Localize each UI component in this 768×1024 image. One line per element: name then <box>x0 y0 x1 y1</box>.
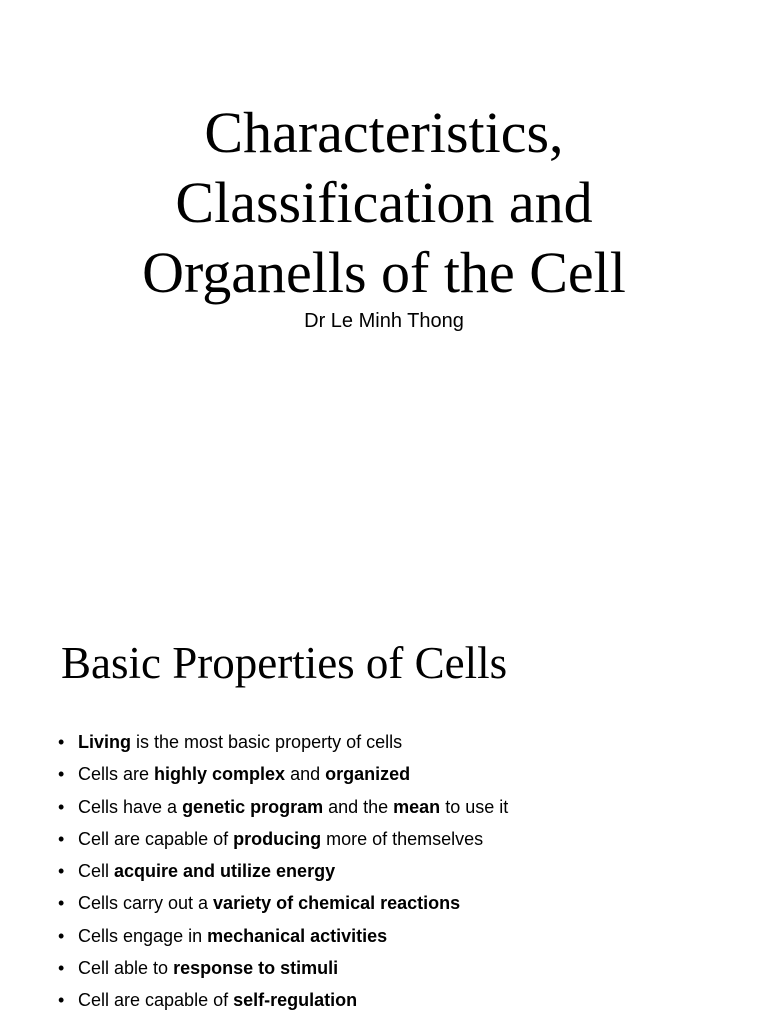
bullet-emphasis: genetic program <box>182 796 324 817</box>
bullet-text: Cells engage in <box>78 925 208 946</box>
bullet-emphasis: mechanical activities <box>207 925 388 946</box>
bullet-emphasis: organized <box>325 764 411 785</box>
bullet-emphasis: self-regulation <box>233 990 358 1011</box>
title-line: Characteristics, <box>204 100 564 165</box>
title-line: Classification and <box>175 170 593 235</box>
bullet-item <box>58 859 508 891</box>
bullet-dot-icon: • <box>58 861 65 882</box>
bullet-dot-icon: • <box>58 925 65 946</box>
author-subtitle: Dr Le Minh Thong <box>304 310 464 332</box>
bullet-text: Cells have a <box>78 796 183 817</box>
bullet-text: more of themselves <box>321 828 484 849</box>
bullet-emphasis: variety of chemical reactions <box>213 893 461 914</box>
bullet-emphasis: highly complex <box>154 764 286 785</box>
bullet-dot-icon: • <box>58 828 65 849</box>
bullet-text: Cell are capable of <box>78 828 234 849</box>
bullet-item <box>58 891 508 923</box>
bullet-text: Cells are <box>78 764 155 785</box>
bullet-text: Cell are capable of <box>78 990 234 1011</box>
bullet-item <box>58 762 508 794</box>
bullet-item <box>58 956 508 988</box>
bullet-text: and the <box>323 796 394 817</box>
bullet-dot-icon: • <box>58 893 65 914</box>
bullet-dot-icon: • <box>58 796 65 817</box>
bullet-dot-icon: • <box>58 764 65 785</box>
bullet-emphasis: response to stimuli <box>173 958 339 979</box>
content-slide <box>0 576 768 1024</box>
bullet-emphasis: Living <box>78 732 131 752</box>
bullet-text: is the most basic property of cells <box>131 732 403 752</box>
bullet-emphasis: producing <box>233 828 322 849</box>
bullet-dot-icon: • <box>58 958 65 979</box>
bullet-text: to use it <box>440 796 509 817</box>
bullet-list <box>58 730 508 1021</box>
slide-title: Basic Properties of Cells <box>61 638 508 688</box>
bullet-text: Cell <box>78 861 115 882</box>
bullet-item <box>58 988 508 1020</box>
bullet-text: Cell able to <box>78 958 174 979</box>
bullet-item <box>58 924 508 956</box>
title-line: Organells of the Cell <box>142 240 626 305</box>
slide-title <box>0 98 768 308</box>
bullet-emphasis: acquire and utilize energy <box>114 861 336 882</box>
bullet-dot-icon: • <box>58 732 65 752</box>
bullet-item <box>58 827 508 859</box>
bullet-emphasis: mean <box>393 796 441 817</box>
bullet-text: and <box>285 764 326 785</box>
bullet-text: Cells carry out a <box>78 893 214 914</box>
bullet-dot-icon: • <box>58 990 65 1011</box>
bullet-item <box>58 730 508 762</box>
bullet-item <box>58 795 508 827</box>
